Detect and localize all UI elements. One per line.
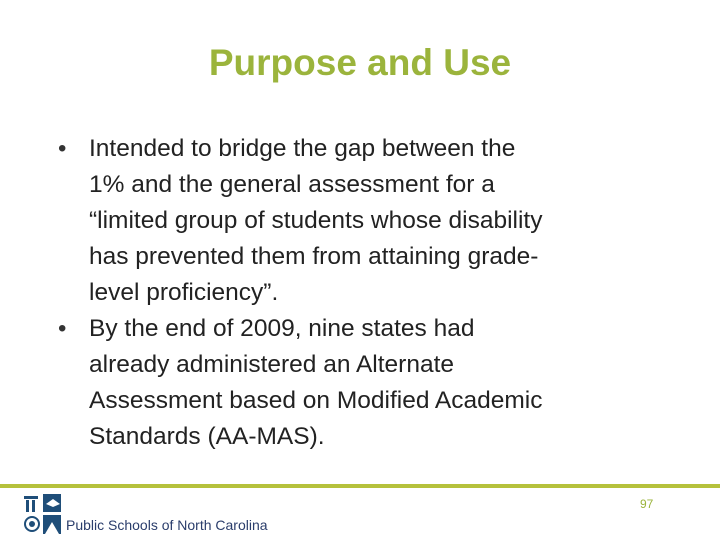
nc-schools-logo-icon bbox=[23, 494, 63, 534]
bullet-line: Standards (AA-MAS). bbox=[89, 423, 325, 450]
bullet-line: level proficiency”. bbox=[89, 279, 279, 306]
footer-divider bbox=[0, 484, 720, 488]
bullet-icon: • bbox=[58, 135, 67, 162]
organization-name: Public Schools of North Carolina bbox=[66, 517, 268, 533]
slide-title: Purpose and Use bbox=[208, 42, 512, 83]
bullet-line: “limited group of students whose disability bbox=[89, 207, 543, 234]
bullet-list bbox=[58, 131, 698, 455]
bullet-line: Assessment based on Modified Academic bbox=[89, 387, 543, 414]
bullet-line: By the end of 2009, nine states had bbox=[89, 315, 475, 342]
bullet-item bbox=[58, 131, 698, 311]
bullet-line: Intended to bridge the gap between the bbox=[89, 135, 516, 162]
bullet-icon: • bbox=[58, 315, 67, 342]
page-number: 97 bbox=[640, 497, 654, 511]
bullet-item bbox=[58, 311, 698, 455]
bullet-line: 1% and the general assessment for a bbox=[89, 171, 495, 198]
bullet-line: has prevented them from attaining grade- bbox=[89, 243, 539, 270]
bullet-line: already administered an Alternate bbox=[89, 351, 454, 378]
